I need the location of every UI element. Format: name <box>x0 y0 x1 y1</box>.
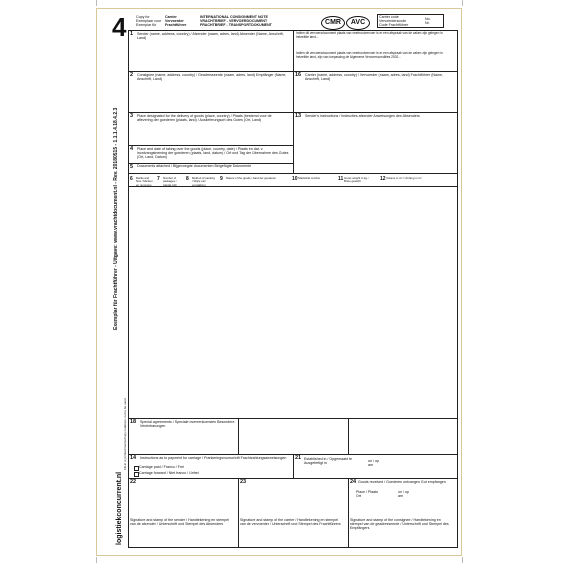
carrier-signature-label: Signature and stamp of the carrier / Handtekening en stempel van de vervoerder / Unterschrift und Stempel des Frachtführers <box>240 518 341 527</box>
goods-column-6-number: 6 <box>130 176 133 182</box>
field-14-number: 14 <box>130 455 137 461</box>
avc-badge: AVC <box>346 16 370 30</box>
field-3-number: 3 <box>130 113 134 119</box>
no-label: No. <box>425 17 431 21</box>
field-18-number: 18 <box>130 419 137 425</box>
sender-label: Sender (name, address, country) / Afzender (naam, adres, land) Absender (Name, Anschrift, Land) <box>137 32 284 41</box>
documents-attached-label[interactable]: Documents attached / Bijgevoegde documenten Beigefügte Dokumente <box>137 164 252 168</box>
goods-column-12-number: 12 <box>380 176 386 182</box>
carrier-code-de: Code Frachtführer <box>379 23 409 27</box>
established-in-label[interactable]: Established in / Opgemaakt te Ausgefertigt in <box>304 457 352 466</box>
received-am-label: am <box>398 494 403 498</box>
consignee-signature-label: Signature and stamp of the consignee / Handtekening en stempel van de geadresseerde / Unterschrift und Stempel des Empfängers <box>350 518 449 531</box>
takeover-label[interactable]: Place and date of taking over the goods (place, country, date) / Plaats en dat. v. inontvangstneming der goederen (plaats, land, datum) / Ort und Tag der Übernahme des Gutes (Ort, Land, Datum) <box>137 147 289 160</box>
established-on-label: on / op <box>368 459 379 463</box>
delivery-place-label[interactable]: Place designated for the delivery of goods (place, country) / Plaats (bestemd voor de aflevering der goederen (plaats, land) / Auslieferungsort des Gutes (Ort, Land) <box>137 114 272 123</box>
goods-column-9-label[interactable]: Nature of the goods / Aard der goederen <box>226 176 277 180</box>
carriage-paid-label: Carriage paid / Franco / Frei <box>139 465 184 469</box>
no-label-nl: Nr. <box>425 21 430 25</box>
goods-column-11-label[interactable]: Gross weight in kg / Bruto gewicht <box>344 176 369 184</box>
doc-title-nl: VRACHTBRIEF - VERVOERDOCUMENT <box>200 19 268 23</box>
doc-title-de: FRACHTBRIEF - TRANSPORTDOKUMENT <box>200 23 272 27</box>
carrier-code-nl: Vervoerderscode <box>379 19 407 23</box>
goods-column-12-label[interactable]: Volume in m³ / Umfang in m³ <box>386 176 422 180</box>
consignee-label[interactable]: Consignee (name, address, country) / Geadresseerde (naam, adres, land) Empfänger (Name, Anschrift, Land) <box>137 73 287 82</box>
goods-received-label[interactable]: Goods received / Goederen ontvangen Gut empfangen <box>358 480 446 484</box>
goods-column-11-number: 11 <box>338 176 344 182</box>
copy-number: 4 <box>112 12 127 42</box>
carrier-label[interactable]: Carrier (name, address, country) / Vervoerder (naam, adres, land) Frachtführer (Name, Anschrift, Land) <box>305 73 444 82</box>
party-en: Carrier <box>165 15 177 19</box>
carrier-code-en: Carrier code <box>379 15 399 19</box>
sender-instructions-label[interactable]: Sender's instructions / Instructies afzender Anweisungen des Absenders <box>305 114 420 118</box>
legal-text-2: Indien dit vervoersdocument plaats van veerbootvervoer is er een afspraak van de zaken zijn gelegen in hetzelfde land, zijn van toepassing de Algemene Vervoerscondities 2002... <box>296 51 443 59</box>
place-label: Place / Plaats <box>356 490 378 494</box>
sender-field[interactable] <box>128 30 293 71</box>
sender-signature-label: Signature and stamp of the sender / Handtekening en stempel van de afzender / Unterschrift und Stempel des Absenders <box>130 518 229 527</box>
payment-instructions-label: Instructions as to payment for carriage / Frankeringsvoorschrift Frachtzahlungsanweisungen <box>140 456 287 460</box>
field-21-number: 21 <box>295 455 302 461</box>
field-2-number: 2 <box>130 72 134 78</box>
party-nl: Vervoerder <box>165 19 184 23</box>
field-22-number: 22 <box>130 479 137 485</box>
field-24-number: 24 <box>350 479 357 485</box>
copy-for-label-en: Copy for <box>136 15 150 19</box>
copy-for-label-nl: Exemplaar voor <box>136 19 162 23</box>
field-5-number: 5 <box>130 164 134 170</box>
goods-column-9-number: 9 <box>220 176 223 182</box>
field-1-number: 1 <box>130 31 134 37</box>
established-am-label: am <box>368 463 373 467</box>
goods-column-10-number: 10 <box>292 176 298 182</box>
cmr-badge: CMR <box>321 16 345 30</box>
goods-column-7-number: 7 <box>157 176 160 182</box>
received-on-label: on / op <box>398 490 409 494</box>
side-edition-text: Exemplar für Frachtführer - Uitgave: www.vrachtdocument.nl - Rev. 20180515 - 1.1.1.4.18.4.2.3 <box>113 107 119 330</box>
goods-column-8-number: 8 <box>186 176 189 182</box>
goods-column-7-label[interactable]: Number of packages / Aantal colli <box>163 176 177 187</box>
field-23-number: 23 <box>240 479 247 485</box>
ort-label: Ort <box>356 494 361 498</box>
legal-text-1: Indien dit vervoersdocument plaats van veerbootvervoer is er een afspraak van de zaken zijn gelegen in hetzelfde land... <box>296 31 443 39</box>
side-footer-text: Fill-in or printed Carrier/copy code/nos. not to be used <box>123 398 127 470</box>
goods-column-6-label[interactable]: Marks and Nos / Merken en nummers <box>136 176 153 187</box>
special-agreements-label[interactable]: Special agreements / Speciale overeenkomsten Besondere Vereinbarungen <box>140 420 235 429</box>
doc-title-en: INTERNATIONAL CONSIGNMENT NOTE <box>200 15 268 19</box>
field-16-number: 16 <box>295 72 302 78</box>
copy-for-label-de: Exemplar für <box>136 23 157 27</box>
field-17-number: 13 <box>295 113 302 119</box>
field-4-number: 4 <box>130 146 134 152</box>
carriage-forward-label: Carriage forward / Niet franco / Unfrei <box>139 471 199 475</box>
goods-column-10-label[interactable]: Statistical number <box>298 176 321 180</box>
publisher-site: logistiekconcurrent.nl <box>116 471 123 545</box>
party-de: Frachtführer <box>165 23 187 27</box>
goods-column-8-label[interactable]: Method of packing / Wijze van verpakking <box>192 176 215 187</box>
